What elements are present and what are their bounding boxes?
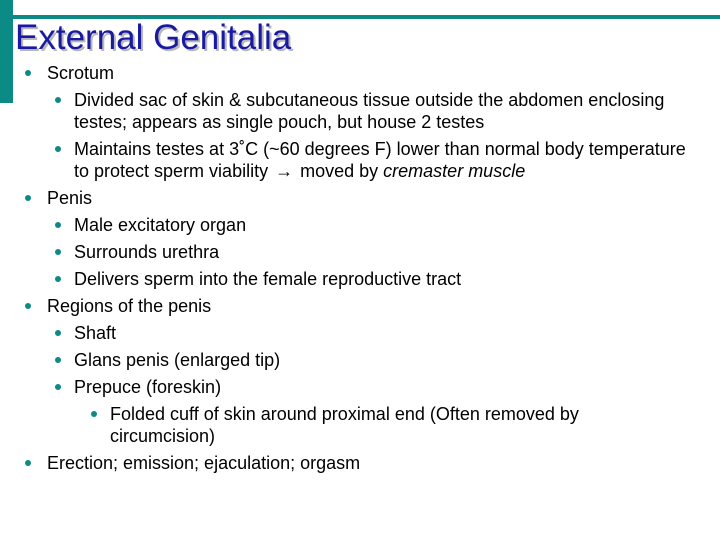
bullet-dot-icon [55, 330, 61, 336]
bullet-text: moved by [300, 161, 379, 181]
bullet-text: Erection; emission; ejaculation; orgasm [47, 453, 361, 473]
bullet-dot-icon [25, 303, 31, 309]
sub-bullet-penis-delivers [0, 268, 720, 290]
bullet-dot-icon [55, 249, 61, 255]
bullet-dot-icon [25, 70, 31, 76]
bullet-dot-icon [25, 195, 31, 201]
arrow-right-icon: → [275, 161, 294, 181]
slide-title: External Genitalia [15, 18, 292, 57]
bullet-regions [0, 295, 720, 317]
sub-bullet-scrotum-sac [0, 89, 720, 133]
bullet-text: Surrounds urethra [74, 242, 220, 262]
sub-bullet-prepuce [0, 376, 720, 398]
bullet-list [0, 62, 720, 474]
bullet-text: Delivers sperm into the female reproductive tract [74, 269, 462, 289]
bullet-dot-icon [55, 276, 61, 282]
emphasis-text: cremaster muscle [383, 161, 526, 181]
bullet-dot-icon [55, 357, 61, 363]
bullet-text: Male excitatory organ [74, 215, 247, 235]
bullet-dot-icon [55, 384, 61, 390]
sub-bullet-scrotum-temperature [0, 138, 720, 182]
sub-bullet-penis-organ [0, 214, 720, 236]
bullet-dot-icon [25, 460, 31, 466]
bullet-dot-icon [55, 97, 61, 103]
bullet-text: Scrotum [47, 63, 115, 83]
sub-sub-bullet-folded-cuff [0, 403, 720, 447]
bullet-text: Divided sac of skin & subcutaneous tissue outside the abdomen enclosing testes; appears as single pouch, but house 2 testes [74, 90, 665, 132]
bullet-erection [0, 452, 720, 474]
bullet-penis [0, 187, 720, 209]
bullet-dot-icon [55, 222, 61, 228]
bullet-text: Maintains testes at 3˚C (~60 degrees F) lower than normal body temperature to protect sperm viability [74, 139, 686, 181]
bullet-text: Regions of the penis [47, 296, 212, 316]
sub-bullet-shaft [0, 322, 720, 344]
bullet-text: Penis [47, 188, 93, 208]
bullet-dot-icon [55, 146, 61, 152]
bullet-text: Shaft [74, 323, 117, 343]
sub-bullet-penis-urethra [0, 241, 720, 263]
bullet-text: Folded cuff of skin around proximal end (Often removed by circumcision) [110, 404, 579, 446]
bullet-text: Prepuce (foreskin) [74, 377, 222, 397]
sub-bullet-glans [0, 349, 720, 371]
bullet-scrotum [0, 62, 720, 84]
bullet-dot-icon [91, 411, 97, 417]
bullet-text: Glans penis (enlarged tip) [74, 350, 281, 370]
